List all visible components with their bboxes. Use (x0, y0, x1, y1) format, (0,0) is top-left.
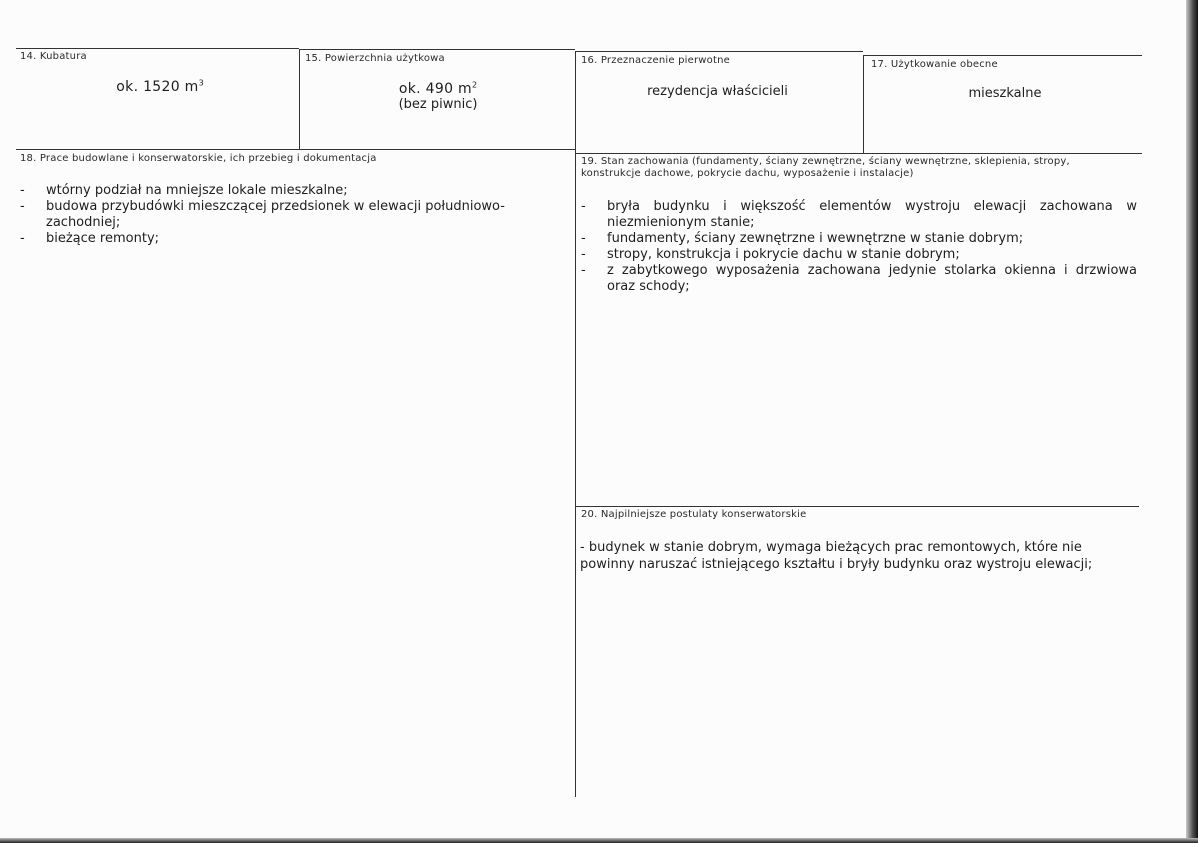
rule-top-19 (575, 153, 1142, 154)
list-dash: - (581, 231, 586, 246)
list-item (581, 199, 1137, 231)
list-dash: - (581, 247, 586, 262)
prace-label: 18. Prace budowlane i konserwatorskie, ich przebieg i dokumentacja (20, 153, 377, 164)
rule-top-20 (575, 506, 1139, 507)
scan-edge-bottom (0, 838, 1198, 843)
rule-top-17 (863, 55, 1142, 56)
list-dash: - (20, 183, 25, 198)
list-dash: - (20, 199, 25, 214)
przeznaczenie-label: 16. Przeznaczenie pierwotne (581, 55, 731, 66)
uzytkowanie-label: 17. Użytkowanie obecne (871, 59, 998, 70)
list-item (581, 263, 1137, 295)
powierzchnia-value (320, 81, 556, 98)
przeznaczenie-value: rezydencja właścicieli (647, 84, 788, 99)
kubatura-value (60, 79, 260, 96)
divider-left-right (575, 151, 576, 797)
kubatura-unit-exponent: 3 (198, 78, 204, 88)
list-item-text: bieżące remonty; (46, 231, 160, 246)
list-dash: - (20, 231, 25, 246)
kubatura-value-text: ok. 1520 m (116, 79, 199, 95)
list-item (20, 199, 520, 231)
kubatura-label: 14. Kubatura (20, 51, 87, 62)
list-item-text: fundamenty, ściany zewnętrzne i wewnętrzne w stanie dobrym; (607, 231, 1024, 246)
rule-top-15 (299, 49, 575, 50)
postulaty-label: 20. Najpilniejsze postulaty konserwatorskie (581, 509, 807, 520)
prace-list (20, 183, 520, 247)
list-item-text: wtórny podział na mniejsze lokale mieszkalne; (46, 183, 348, 198)
powierzchnia-unit-exponent: 2 (472, 80, 478, 90)
list-item (20, 231, 520, 247)
list-item-text: z zabytkowego wyposażenia zachowana jedynie stolarka okienna i drzwiowa oraz schody; (607, 263, 1137, 294)
list-item-text: stropy, konstrukcja i pokrycie dachu w stanie dobrym; (607, 247, 960, 262)
powierzchnia-label: 15. Powierzchnia użytkowa (305, 53, 445, 64)
uzytkowanie-value: mieszkalne (968, 86, 1042, 101)
powierzchnia-note: (bez piwnic) (398, 97, 478, 112)
list-item-text: bryła budynku i większość elementów wystroju elewacji zachowana w niezmienionym stanie; (607, 199, 1137, 230)
list-item (581, 231, 1137, 247)
powierzchnia-value-text: ok. 490 m (398, 81, 472, 97)
divider-15-16 (575, 51, 576, 151)
list-dash: - (581, 263, 586, 278)
scan-edge-right (1186, 0, 1198, 843)
divider-14-15 (299, 49, 300, 149)
rule-top-14 (16, 48, 299, 49)
list-item (20, 183, 520, 199)
rule-top-16 (575, 51, 863, 52)
list-item-text: budowa przybudówki mieszczącej przedsionek w elewacji południowo-zachodniej; (46, 199, 505, 230)
list-item (581, 247, 1137, 263)
stan-zachowania-label: 19. Stan zachowania (fundamenty, ściany zewnętrzne, ściany wewnętrzne, sklepienia, stropy, konstrukcje dachowe, pokrycie dachu, wyposażenie i instalacje) (581, 156, 1070, 179)
stan-zachowania-list (581, 199, 1137, 295)
divider-16-17 (863, 55, 864, 154)
list-dash: - (581, 199, 586, 214)
rule-top-18 (16, 149, 575, 150)
postulaty-text: - budynek w stanie dobrym, wymaga bieżących prac remontowych, które nie powinny naruszać istniejącego kształtu i bryły budynku oraz wystroju elewacji; (580, 540, 1093, 572)
